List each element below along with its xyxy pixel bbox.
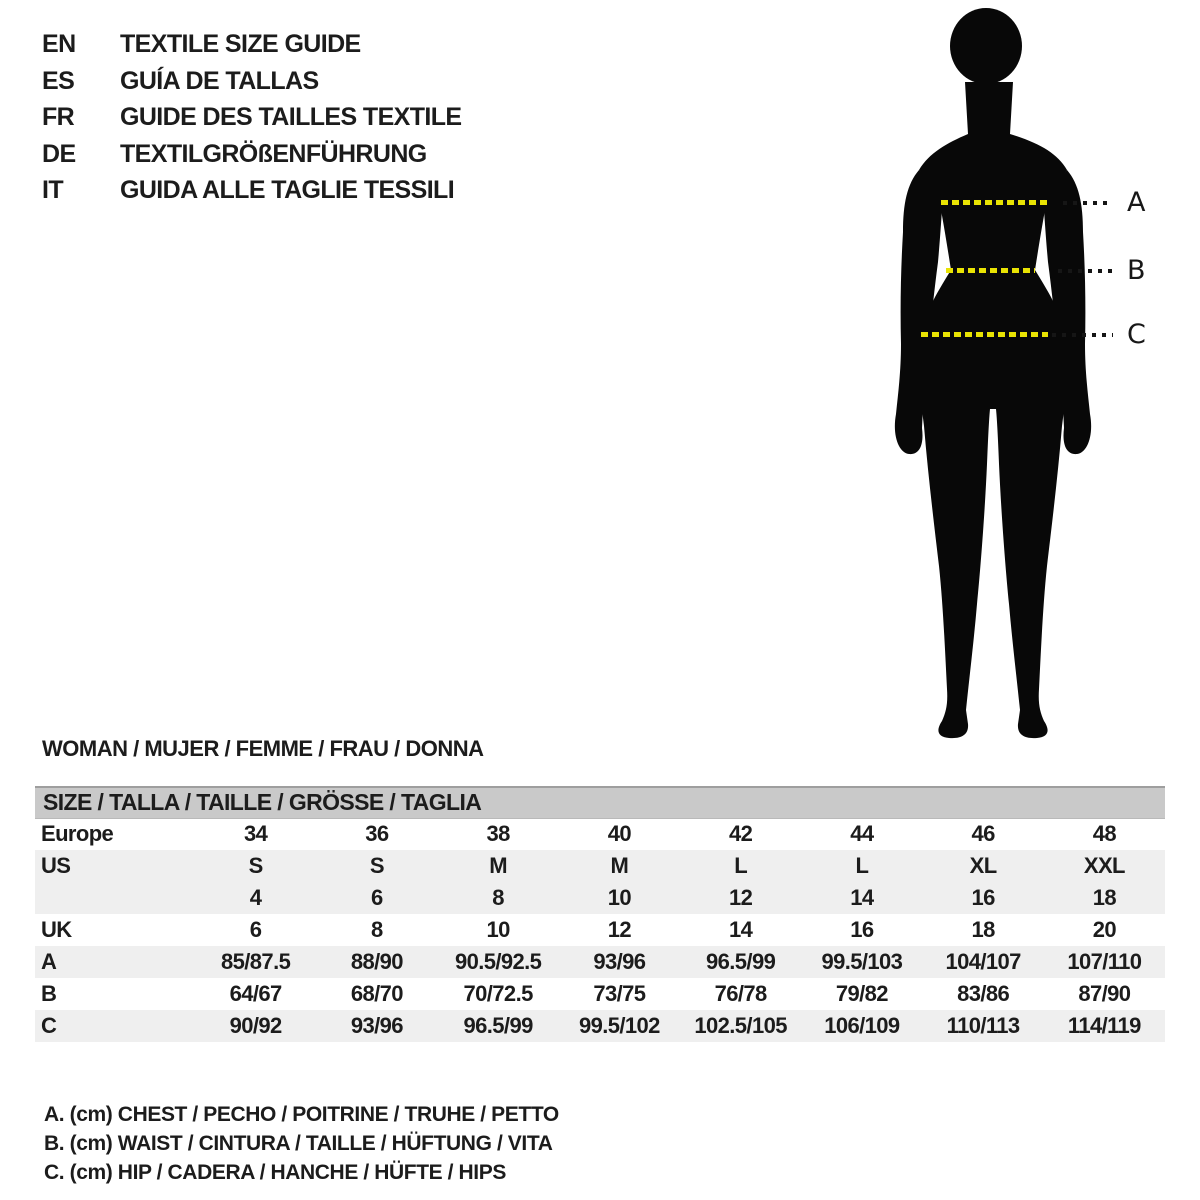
table-row [35,1010,1165,1042]
table-row [35,914,1165,946]
size-cell: 85/87.5 [221,949,291,974]
size-cell: 90.5/92.5 [454,949,542,974]
size-cell: 102.5/105 [694,1013,787,1038]
size-cell: 6 [371,885,383,910]
measure-dot-line-c [1052,333,1113,337]
row-label: UK [41,917,72,942]
size-cell: 114/119 [1067,1013,1141,1038]
measure-dot-line-b [1058,269,1113,273]
language-list [42,26,462,209]
row-label: US [41,853,71,878]
language-row [42,63,462,100]
table-header-row [35,787,1165,818]
size-cell: M [610,853,629,878]
size-table-body [35,787,1165,1042]
size-cell: 107/110 [1067,949,1142,974]
woman-silhouette [887,4,1099,744]
size-cell: 12 [607,917,632,942]
section-title: WOMAN / MUJER / FEMME / FRAU / DONNA [42,736,484,761]
row-label: C [41,1013,57,1038]
row-label: B [41,981,57,1006]
language-row [42,136,462,173]
size-cell: 76/78 [714,981,767,1006]
table-row [35,818,1165,850]
table-row [35,882,1165,914]
language-label: GUÍA DE TALLAS [120,66,319,95]
language-label: GUIDA ALLE TAGLIE TESSILI [120,176,455,204]
size-cell: XXL [1083,853,1125,878]
size-cell: 16 [850,917,874,942]
measure-label-b: B [1127,255,1146,286]
size-cell: 99.5/102 [578,1013,660,1038]
language-row [42,99,462,136]
size-cell: 64/67 [229,981,282,1006]
size-cell: 8 [492,885,504,910]
size-cell: 96.5/99 [706,949,776,974]
measure-label-a: A [1127,187,1146,218]
size-cell: 110/113 [946,1013,1020,1038]
table-header: SIZE / TALLA / TAILLE / GRÖSSE / TAGLIA [35,787,1165,818]
language-code: FR [42,103,75,131]
size-cell: 38 [486,821,510,847]
size-cell: 16 [971,885,995,910]
size-cell: S [369,853,384,878]
language-code: IT [42,176,64,204]
silhouette-torso-legs [919,82,1067,738]
language-label: TEXTILGRÖßENFÜHRUNG [120,139,427,168]
size-cell: 44 [850,821,874,847]
size-cell: 20 [1092,917,1117,942]
size-cell: 42 [728,821,753,847]
language-row [42,26,462,63]
size-cell: 73/75 [593,981,646,1006]
row-label: Europe [41,821,114,847]
language-code: ES [42,66,75,95]
size-cell: 14 [850,885,874,910]
table-row [35,850,1165,882]
measure-dot-line-a [1063,201,1113,205]
size-cell: 104/107 [945,949,1021,974]
size-cell: 99.5/103 [821,949,903,974]
row-label [35,882,195,914]
legend-line: B. (cm) WAIST / CINTURA / TAILLE / HÜFTUNG / VITA [44,1132,553,1155]
size-cell: 83/86 [957,981,1010,1006]
measure-dash-line-a [941,200,1047,205]
size-cell: 14 [728,917,753,942]
measure-dash-line-b [946,268,1035,273]
language-code: DE [42,139,76,168]
size-cell: 90/92 [229,1013,282,1038]
measure-label-c: C [1127,319,1146,350]
table-row [35,978,1165,1010]
language-row [42,172,462,209]
size-table [35,786,1165,1042]
size-cell: 70/72.5 [463,981,533,1006]
size-cell: 18 [1092,885,1117,910]
size-cell: L [855,853,869,878]
size-cell: 79/82 [835,981,888,1006]
size-cell: 36 [365,821,389,847]
size-cell: 48 [1092,821,1117,847]
silhouette-head [950,8,1022,84]
size-cell: 93/96 [593,949,646,974]
size-cell: 34 [243,821,268,847]
size-cell: 88/90 [350,949,403,974]
size-cell: 40 [607,821,632,847]
size-cell: 12 [728,885,753,910]
size-cell: 8 [371,917,383,942]
size-cell: M [489,853,507,878]
size-cell: 87/90 [1078,981,1131,1006]
size-cell: XL [969,853,997,878]
size-cell: 6 [249,917,262,942]
table-row [35,946,1165,978]
legend-line: A. (cm) CHEST / PECHO / POITRINE / TRUHE / PETTO [44,1103,559,1126]
size-cell: 68/70 [350,981,403,1006]
language-code: EN [42,30,76,58]
size-cell: S [248,853,263,878]
size-cell: 10 [486,917,510,942]
measurement-legend [44,1100,559,1187]
size-cell: 10 [607,885,632,910]
size-cell: 106/109 [824,1013,900,1038]
size-cell: 18 [971,917,995,942]
size-cell: L [734,853,748,878]
size-cell: 96.5/99 [463,1013,533,1038]
language-label: TEXTILE SIZE GUIDE [120,30,361,58]
size-cell: 93/96 [350,1013,403,1038]
legend-line: C. (cm) HIP / CADERA / HANCHE / HÜFTE / HIPS [44,1161,506,1184]
row-label: A [41,949,57,974]
size-cell: 4 [249,885,262,910]
size-cell: 46 [971,821,995,847]
measure-dash-line-c [921,332,1048,337]
language-label: GUIDE DES TAILLES TEXTILE [120,103,462,131]
